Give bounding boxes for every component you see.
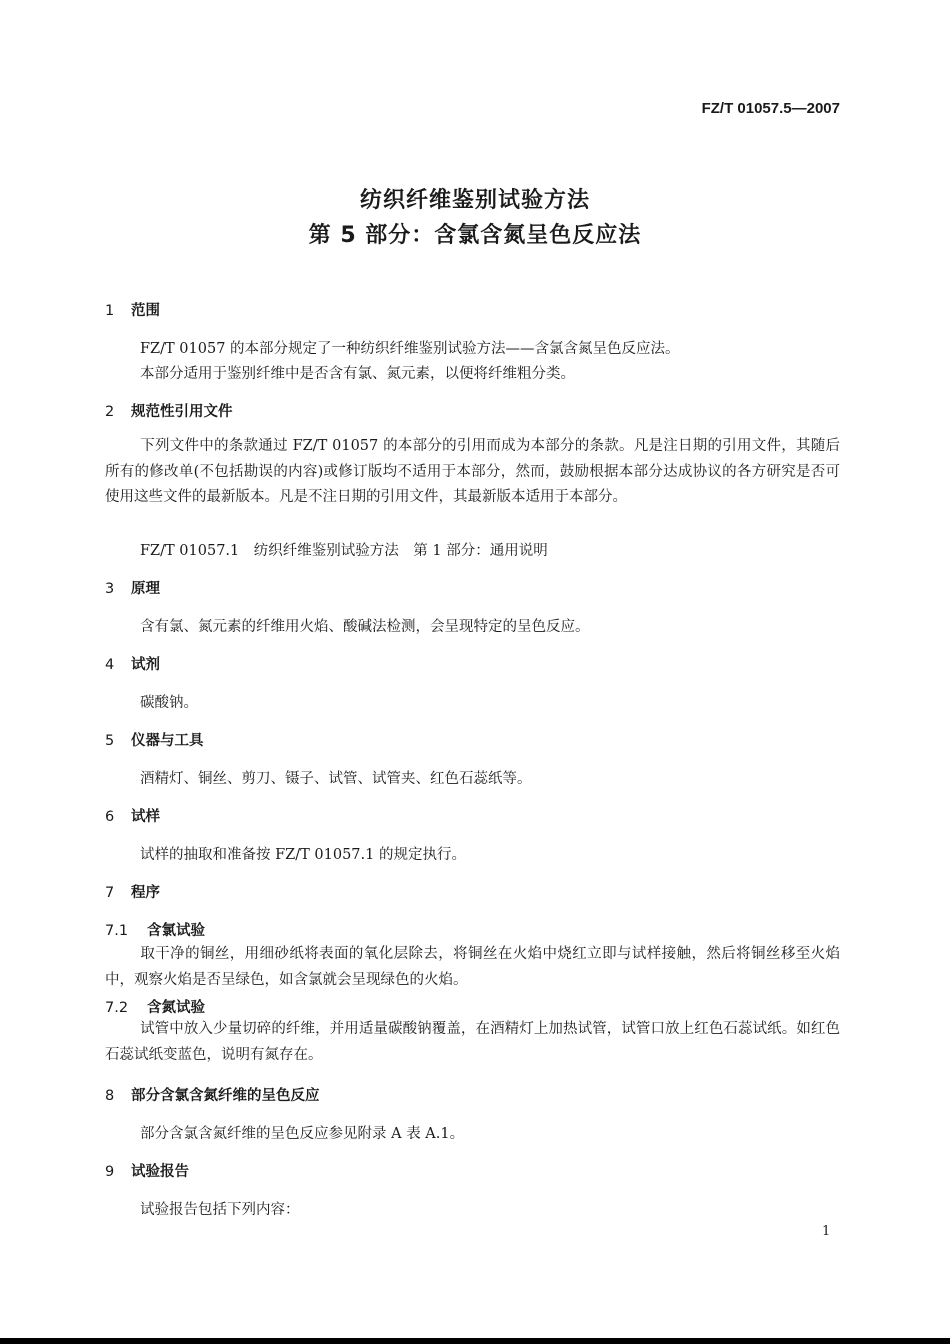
paragraph: 碳酸钠。 <box>140 695 198 711</box>
paragraph <box>105 1017 840 1068</box>
section-title: 试样 <box>131 809 160 825</box>
paragraph: 本部分适用于鉴别纤维中是否含有氯、氮元素，以便将纤维粗分类。 <box>140 366 575 382</box>
document-title: 纺织纤维鉴别试验方法 <box>359 188 590 213</box>
section-title: 部分含氯含氮纤维的呈色反应 <box>131 1088 320 1104</box>
section-heading-6 <box>105 805 160 826</box>
section-title: 范围 <box>131 303 160 319</box>
section-number: 5 <box>105 733 115 749</box>
section-number: 2 <box>105 404 115 420</box>
page-bottom-border <box>0 1338 950 1344</box>
section-heading-5 <box>105 729 204 750</box>
paragraph <box>105 434 840 511</box>
section-heading-9 <box>105 1160 189 1181</box>
section-number: 8 <box>105 1088 115 1104</box>
document-subtitle: 第 5 部分：含氯含氮呈色反应法 <box>308 223 642 248</box>
paragraph: 含有氯、氮元素的纤维用火焰、酸碱法检测，会呈现特定的呈色反应。 <box>140 619 590 635</box>
section-heading-1 <box>105 299 160 320</box>
section-heading-3 <box>105 577 160 598</box>
section-number: 7 <box>105 885 115 901</box>
section-heading-8 <box>105 1084 320 1105</box>
paragraph: 酒精灯、铜丝、剪刀、镊子、试管、试管夹、红色石蕊纸等。 <box>140 771 532 787</box>
section-number: 6 <box>105 809 115 825</box>
section-heading-4 <box>105 653 160 674</box>
section-number: 3 <box>105 581 115 597</box>
paragraph: FZ/T 01057 的本部分规定了一种纺织纤维鉴别试验方法——含氯含氮呈色反应法。 <box>140 341 680 357</box>
paragraph: 试样的抽取和准备按 FZ/T 01057.1 的规定执行。 <box>140 847 466 863</box>
paragraph: 部分含氯含氮纤维的呈色反应参见附录 A 表 A.1。 <box>140 1126 465 1142</box>
section-title: 规范性引用文件 <box>131 404 233 420</box>
section-title: 试剂 <box>131 657 160 673</box>
section-title: 原理 <box>131 581 160 597</box>
paragraph <box>105 942 840 993</box>
section-title: 程序 <box>131 885 160 901</box>
subsection-heading-7-2 <box>105 996 205 1017</box>
section-heading-2 <box>105 400 233 421</box>
section-number: 1 <box>105 303 115 319</box>
section-title: 含氯试验 <box>147 923 205 939</box>
paragraph-text: 取干净的铜丝，用细砂纸将表面的氧化层除去，将铜丝在火焰中烧红立即与试样接触，然后将铜丝移至火焰中，观察火焰是否呈绿色，如含氯就会呈现绿色的火焰。 <box>105 946 840 988</box>
paragraph-text: 试管中放入少量切碎的纤维，并用适量碳酸钠覆盖，在酒精灯上加热试管，试管口放上红色石蕊试纸。如红色石蕊试纸变蓝色，说明有氮存在。 <box>105 1021 840 1063</box>
section-number: 7.2 <box>105 1000 129 1016</box>
section-number: 9 <box>105 1164 115 1180</box>
page-number: 1 <box>822 1224 831 1239</box>
standard-code: FZ/T 01057.5—2007 <box>701 100 840 117</box>
section-title: 含氮试验 <box>147 1000 205 1016</box>
section-title: 仪器与工具 <box>131 733 204 749</box>
section-number: 7.1 <box>105 923 129 939</box>
subsection-heading-7-1 <box>105 919 205 940</box>
section-heading-7 <box>105 881 160 902</box>
section-title: 试验报告 <box>131 1164 189 1180</box>
section-number: 4 <box>105 657 115 673</box>
paragraph-text: 下列文件中的条款通过 FZ/T 01057 的本部分的引用而成为本部分的条款。凡是注日期的引用文件，其随后所有的修改单(不包括勘误的内容)或修订版均不适用于本部分，然而，鼓励根据本部分达成协议的各方研究是否可使用这些文件的最新版本。凡是不注日期的引用文件，其最新版本适用于本部分。 <box>105 438 840 505</box>
normative-reference: FZ/T 01057.1 纺织纤维鉴别试验方法 第 1 部分：通用说明 <box>140 543 548 559</box>
paragraph: 试验报告包括下列内容： <box>140 1202 300 1218</box>
